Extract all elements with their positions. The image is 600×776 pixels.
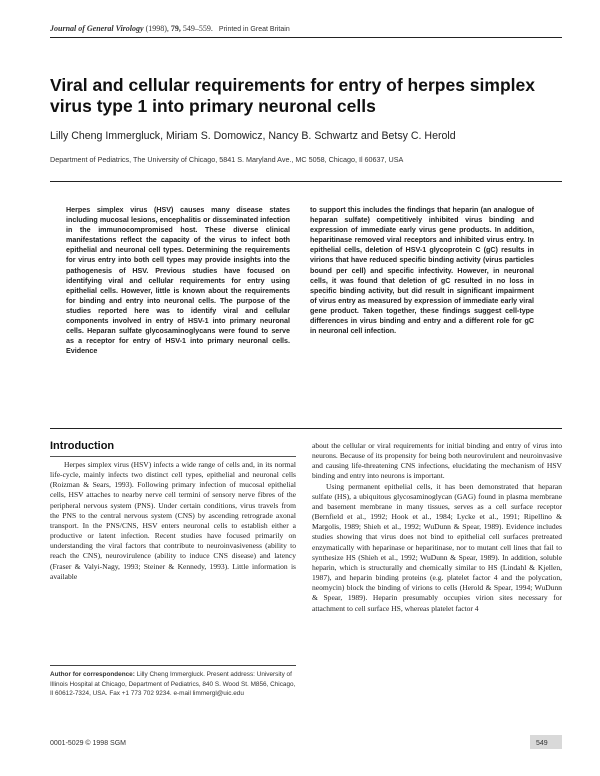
page-number: 549 — [536, 740, 548, 747]
body-right-column — [312, 441, 562, 614]
printed-note: Printed in Great Britain — [218, 26, 290, 33]
header-rule — [50, 37, 562, 38]
section-rule — [50, 456, 296, 457]
journal-pages: 549–559. — [182, 24, 213, 33]
body-paragraph: Herpes simplex virus (HSV) infects a wide range of cells and, in its normal life-cycle, mainly infects two distinct cell types, epithelial and neuronal cells (Roizman & Sears, 1993). Following primary infection of mucosal epithelial cells, HSV attaches to nearby nerve cell termini of sensory nerve fibres of the peripheral nervous system (PNS). Under certain conditions, virus travels from the PNS to the central nervous system (CNS) by ascending retrograde axonal transport. In the PNS/CNS, HSV enters neuronal cells to establish either a productive or latent infection. Recent studies have focused primarily on understanding the viral factors that contribute to neuroinvasiveness (ability to reach the CNS), neurovirulence (ability to induce CNS disease) and latency (Fraser & Valyi-Nagy, 1993; Steiner & Kennedy, 1993). Little information is available — [50, 460, 296, 581]
abstract-left-column: Herpes simplex virus (HSV) causes many disease states including mucosal lesions, encephalitis or disseminated infection in the immunocompromised host. These diverse clinical manifestations reflect the capacity of the virus to infect both epithelial and neuronal cell types. Determining the requirements for virus entry into both cell types may provide insights into the pathogenesis of HSV. Previous studies have focused on identifying viral and cellular requirements for entry using epithelial cells. However, little is known about the requirements for binding and entry into neuronal cells. The purpose of the studies reported here was to identify viral and cellular components involved in entry of HSV-1 into primary neuronal cells. Heparan sulfate glycosaminoglycans were found to serve as a receptor for entry of HSV-1 into primary neuronal cells. Evidence — [66, 206, 290, 356]
paper-title: Viral and cellular requirements for entry of herpes simplex virus type 1 into primary neuronal cells — [50, 75, 535, 116]
author-list: Lilly Cheng Immergluck, Miriam S. Domowicz, Nancy B. Schwartz and Betsy C. Herold — [50, 130, 456, 142]
journal-year: (1998), — [145, 24, 169, 33]
journal-name: Journal of General Virology — [50, 24, 144, 33]
correspondence-label: Author for correspondence: — [50, 671, 135, 678]
copyright-line: 0001-5029 © 1998 SGM — [50, 740, 126, 747]
correspondence-text: Lilly Cheng Immergluck. Present address: University of Illinois Hospital at Chicago, Department of Pediatrics, 840 S. Wood St. M856, Chicago, Il 60612-7324, USA. Fax +1 773 702 9234. e-mail limmergl@uic.edu — [50, 671, 296, 698]
body-paragraph: Using permanent epithelial cells, it has been demonstrated that heparan sulfate (HS), a ubiquitous glycosaminoglycan (GAG) found in plasma membrane and basement membrane in many tissues, serves as a cell surface receptor (Bernfield et al., 1992; Hook et al., 1984; Lycke et al., 1991; Ripellino & Margolis, 1989; Shieh et al., 1992; WuDunn & Spear, 1989). Evidence includes studies showing that virus does not bind to epithelial cell surfaces pretreated enzymatically with heparinase or heparitinase, nor to mutant cell lines that fail to synthesize HS (Shieh et al., 1992; WuDunn & Spear, 1989). In addition, soluble heparin, which is structurally and chemically similar to HS (Lindahl & Kjellen, 1987), and heparin binding proteins (e.g. platelet factor 4 and the polycation, neomycin) block the binding of virions to cells (Herold & Spear, 1994; WuDunn & Spear, 1989). Heparin presumably occupies virion sites necessary for attachment to cell surface HS, whereas platelet factor 4 — [312, 481, 562, 613]
affiliation: Department of Pediatrics, The University of Chicago, 5841 S. Maryland Ave., MC 5058, Chicago, Il 60637, USA — [50, 155, 404, 164]
footnote-rule — [50, 665, 296, 666]
journal-volume: 79, — [170, 24, 181, 33]
body-left-column — [50, 460, 296, 582]
section-heading-introduction: Introduction — [50, 440, 115, 452]
correspondence-note — [50, 670, 296, 699]
journal-header — [50, 24, 290, 33]
body-paragraph: about the cellular or viral requirements for initial binding and entry of virus into neurons. Because of its propensity for being both neurovirulent and neuroinvasive and causing life-threatening CNS infections, elucidating the mechanism of HSV binding and entry into neurons is important. — [312, 441, 562, 481]
abstract-right-column: to support this includes the findings that heparin (an analogue of heparan sulfate) competitively inhibited virus binding and expression of immediate early virus gene products. In addition, heparitinase removed viral receptors and inhibited virus entry. In epithelial cells, deletion of HSV-1 glycoprotein C (gC) results in virions that have reduced specific binding activity (virus particles bound per cell) and specific infectivity. However, in neuronal cells, it was found that deletion of gC resulted in no loss in specific binding activity, but did result in significant impairment of virus entry as measured by expression of immediate early viral gene product. Taken together, these findings suggest cell-type differences in virus binding and entry and a different role for gC in neuronal cell infection. — [310, 206, 534, 336]
